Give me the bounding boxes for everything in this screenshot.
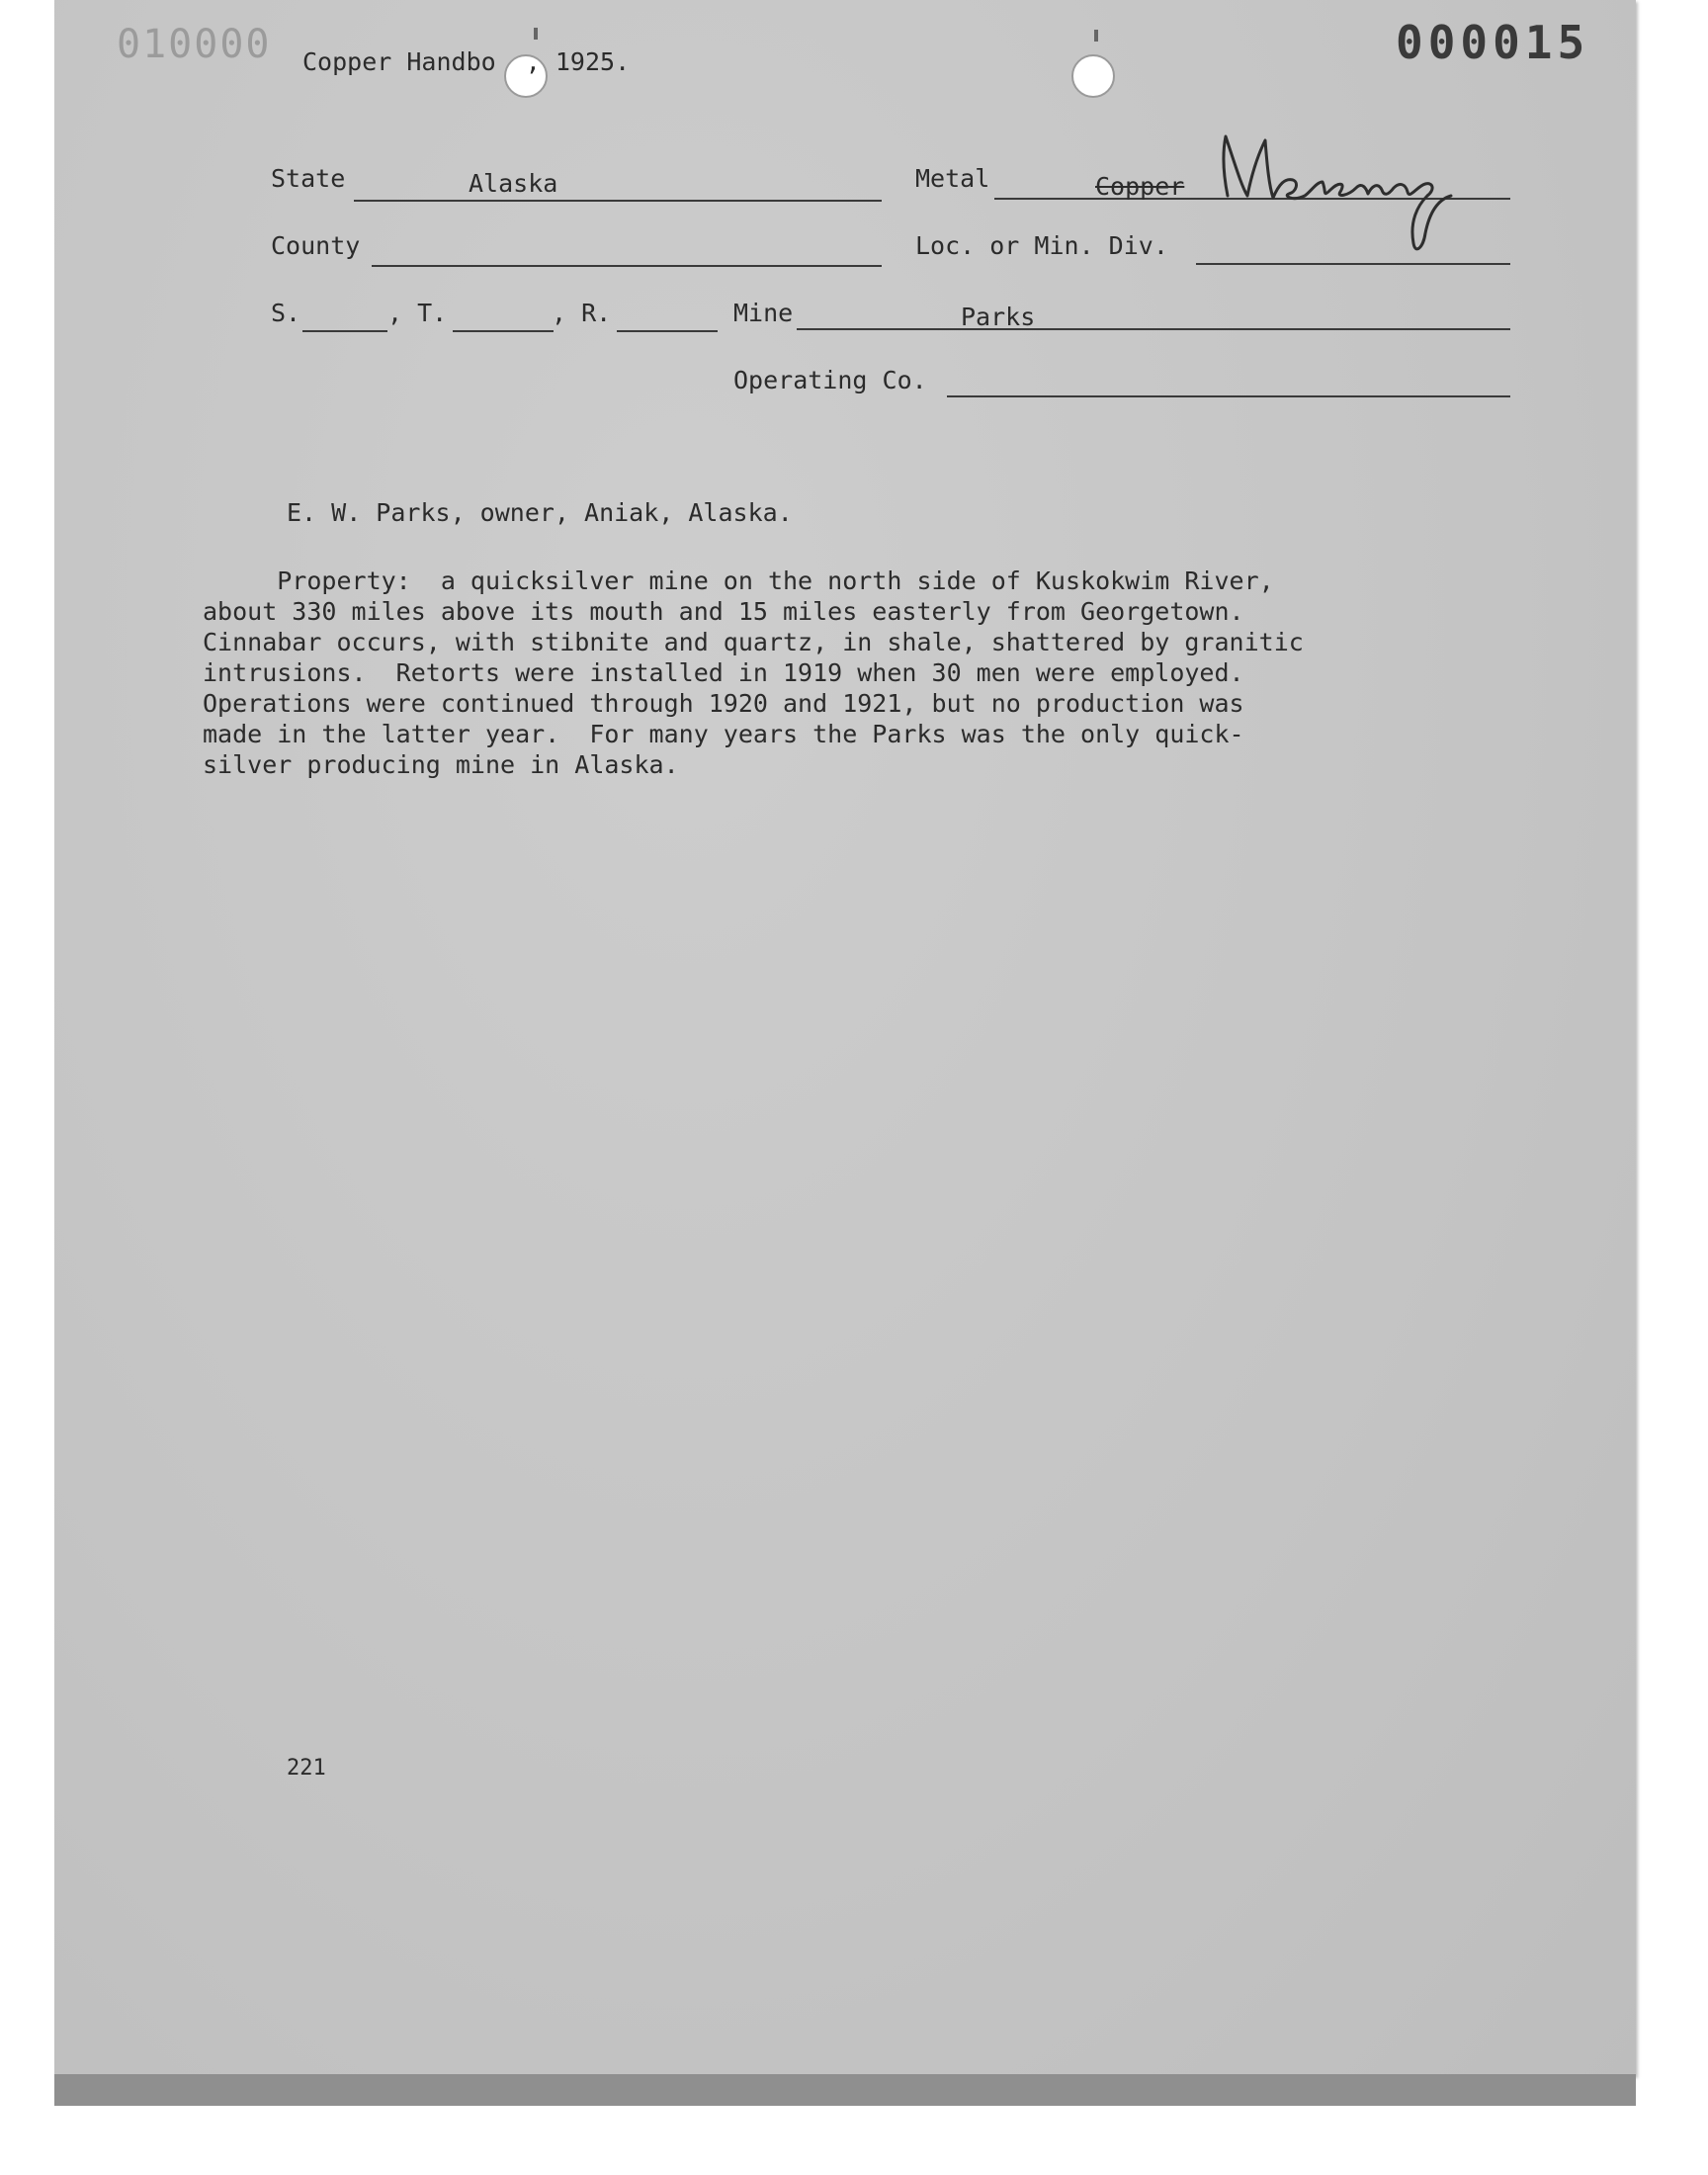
state-value: Alaska	[469, 169, 558, 198]
property-line: Property: a quicksilver mine on the north side of Kuskokwim River,	[203, 566, 1274, 595]
file-number-stamp: 000015	[1396, 16, 1590, 69]
township-field-line	[453, 330, 554, 332]
punch-hole-right	[1071, 54, 1115, 98]
property-line: Cinnabar occurs, with stibnite and quartz, in shale, shattered by granitic	[203, 628, 1304, 656]
loc-label: Loc. or Min. Div.	[915, 231, 1168, 260]
metal-label: Metal	[915, 164, 990, 193]
loc-field-line	[1196, 263, 1510, 265]
faint-serial-number: 010000	[117, 22, 272, 67]
state-field-line	[354, 200, 882, 202]
property-line: made in the latter year. For many years the Parks was the only quick-	[203, 720, 1244, 748]
metal-handwritten-value	[1214, 127, 1471, 269]
range-field-line	[617, 330, 718, 332]
state-label: State	[271, 164, 346, 193]
section-label: S.	[271, 299, 301, 327]
document-title: Copper Handbo , 1925.	[302, 47, 631, 76]
punch-hole-mark	[1094, 30, 1098, 42]
handwritten-mercury-signature	[1214, 127, 1471, 265]
section-field-line	[302, 330, 387, 332]
metal-struck-value: Copper	[1095, 172, 1185, 201]
property-line: Operations were continued through 1920 and 1921, but no production was	[203, 689, 1244, 718]
mine-label: Mine	[733, 299, 794, 327]
operating-company-label: Operating Co.	[733, 366, 927, 394]
operating-company-field-line	[947, 395, 1510, 397]
mine-field-line	[797, 328, 1510, 330]
county-field-line	[372, 265, 882, 267]
property-line: about 330 miles above its mouth and 15 miles easterly from Georgetown.	[203, 597, 1244, 626]
range-label: , R.	[552, 299, 612, 327]
property-line: silver producing mine in Alaska.	[203, 750, 679, 779]
property-line: intrusions. Retorts were installed in 1919 when 30 men were employed.	[203, 658, 1244, 687]
punch-hole-mark	[534, 28, 538, 40]
property-paragraph	[203, 566, 1304, 780]
mine-value: Parks	[961, 303, 1036, 331]
owner-line: E. W. Parks, owner, Aniak, Alaska.	[287, 498, 793, 527]
sheet-edge	[54, 2074, 1636, 2106]
page-number: 221	[287, 1756, 326, 1781]
county-label: County	[271, 231, 361, 260]
township-label: , T.	[387, 299, 448, 327]
